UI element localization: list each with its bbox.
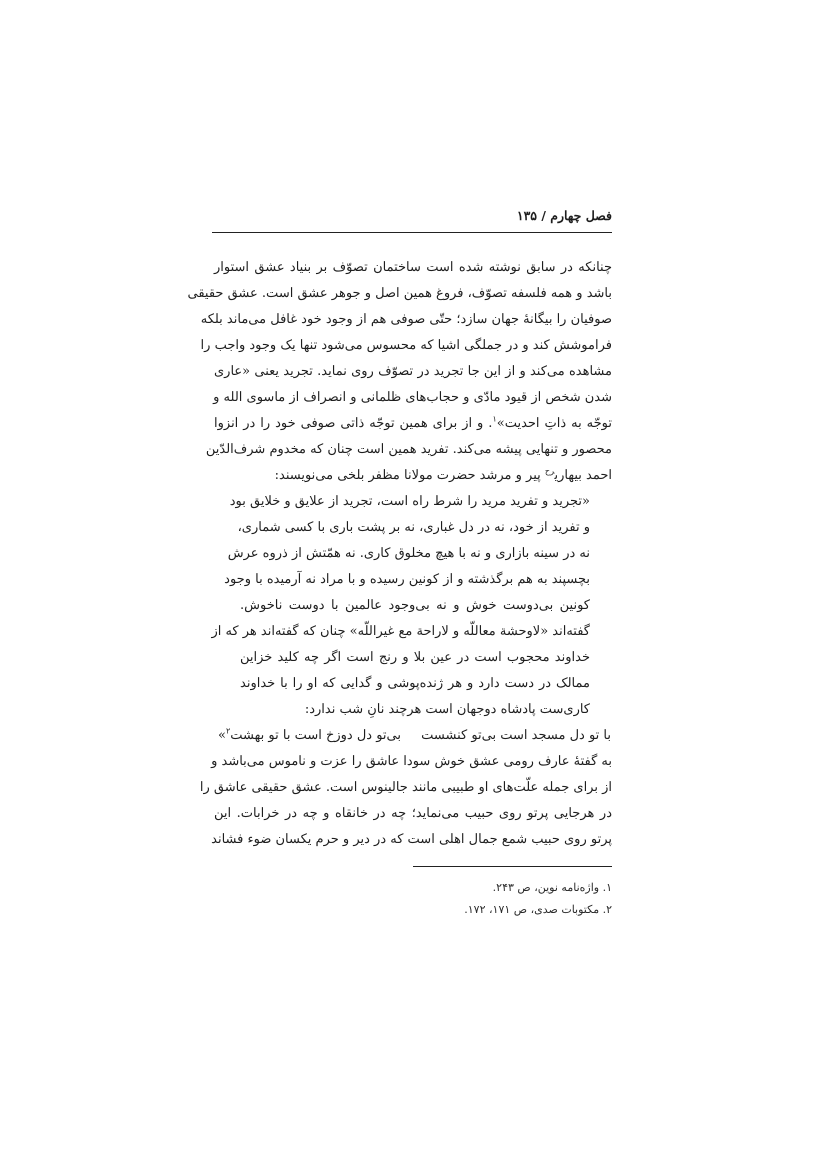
verse-line: [213, 726, 611, 746]
honorific-superscript: رح: [544, 466, 555, 476]
quote-line: کاری‌ست پادشاه دوجهان است هرچند نانِ شب ندارد:: [304, 702, 590, 717]
paragraph-line: محصور و تنهایی پیشه می‌کند. تفرید همین است چنان که مخدوم شرف‌الدّین: [205, 442, 612, 457]
quote-close-mark: »: [218, 728, 226, 743]
paragraph-line: چنانکه در سابق نوشته شده است ساختمان تصوّف بر بنیاد عشق استوار: [214, 260, 612, 275]
quote-line: ممالک در دست دارد و هر ژنده‌پوشی و گدایی که او را با خداوند: [240, 676, 590, 691]
running-header: [212, 202, 612, 233]
paragraph-line: صوفیان را بیگانهٔ جهان سازد؛ حتّی صوفی هم از وجود خود غافل می‌ماند بلکه: [200, 312, 612, 327]
quote-line: گفته‌اند «لاوحشة معاللّه و لاراحة مع غیراللّه» چنان که گفته‌اند هر که از: [211, 624, 590, 639]
quote-line: و تفرید از خود، نه در دل غباری، نه بر پشت باری با کسی شماری،: [237, 520, 590, 535]
verse-hemistich-2: [218, 726, 401, 746]
paragraph-text: توجّه به ذاتِ احدیت»: [496, 416, 612, 431]
paragraph-line: [214, 414, 612, 434]
paragraph-line: از برای جمله علّت‌های او طبیبی مانند جالینوس است. عشق حقیقی عاشق را: [199, 780, 612, 795]
paragraph-text: احمد بیهاری: [554, 468, 612, 483]
footnote-1: ۱. واژه‌نامه نوین، ص ۲۴۳.: [492, 881, 612, 894]
paragraph-line: شدن شخص از قیود مادّی و حجاب‌های ظلمانی و انصراف از ماسوی الله و: [213, 390, 612, 405]
verse-text: بی‌تو دل دوزخ است با تو بهشت: [230, 728, 401, 743]
footnote-ref-2[interactable]: ۲: [225, 726, 231, 736]
quote-line: «تجرید و تفرید مرید را شرط راه است، تجرید از علایق و خلایق بود: [229, 494, 590, 509]
footnote-divider: [413, 866, 612, 867]
footnote-ref-1[interactable]: ۱: [492, 414, 497, 424]
paragraph-text: . و از برای همین توجّه ذاتی صوفی خود را در انزوا: [214, 416, 493, 431]
quote-line: کونین بی‌دوست خوش و نه بی‌وجود عالمین با دوست ناخوش.: [240, 598, 590, 613]
quote-line: بچسپند به هم برگذشته و از کونین رسیده و با مراد نه آرمیده با وجود: [224, 572, 590, 587]
verse-hemistich-1: با تو دل مسجد است بی‌تو کنشست: [421, 728, 611, 743]
paragraph-line: باشد و همه فلسفه تصوّف، فروغ همین اصل و جوهر عشق است. عشق حقیقی: [187, 286, 612, 301]
quote-line: نه در سینه بازاری و نه با هیچ مخلوق کاری. نه همّتش از ذروه عرش: [227, 546, 590, 561]
paragraph-line: پرتو روی حبیب شمع جمال اهلی است که در دیر و حرم یکسان ضوء فشاند: [211, 832, 612, 847]
paragraph-line: در هرجایی پرتو روی حبیب می‌نماید؛ چه در خانقاه و چه در خرابات. این: [214, 806, 612, 821]
paragraph-line: فراموشش کند و در جملگی اشیا که محسوس می‌شود تنها یک وجود واجب را: [200, 338, 612, 353]
footnote-2: ۲. مکتوبات صدی، ص ۱۷۱، ۱۷۲.: [464, 903, 612, 916]
paragraph-text: پیر و مرشد حضرت مولانا مظفر بلخی می‌نویسند:: [274, 468, 545, 483]
chapter-page-title: فصل چهارم / ۱۳۵: [516, 208, 612, 223]
paragraph-line: به گفتهٔ عارف رومی عشق خوش سودا عاشق را عزت و ناموس می‌باشد و: [211, 754, 612, 769]
quote-line: خداوند محجوب است در عین بلا و رنج است اگر چه کلید خزاین: [240, 650, 590, 665]
paragraph-line: [214, 466, 612, 486]
paragraph-line: مشاهده می‌کند و از این جا تجرید در تصوّف روی نماید. تجرید یعنی «عاری: [214, 364, 612, 379]
